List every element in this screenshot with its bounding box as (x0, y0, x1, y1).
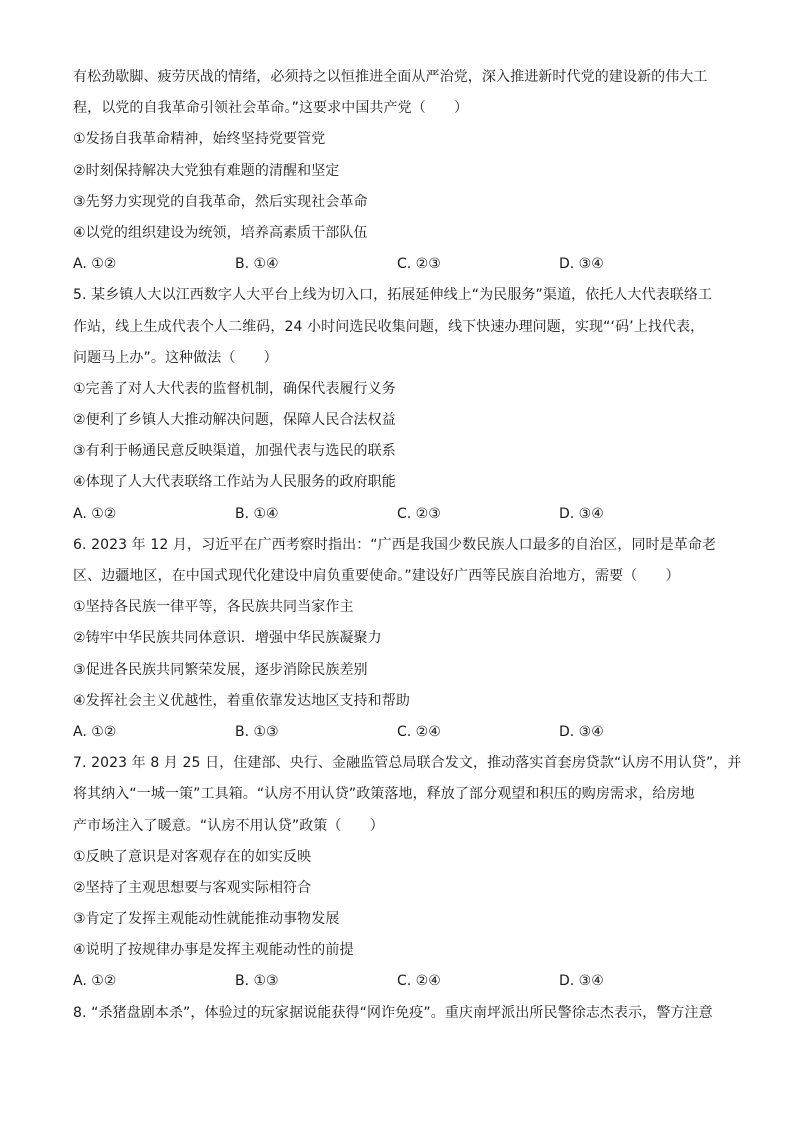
question-4 (73, 62, 733, 280)
question-5 (73, 280, 733, 530)
q5-item-4: ④体现了人大代表联络工作站为人民服务的政府职能 (73, 474, 396, 491)
q6-options (73, 717, 733, 748)
question-6 (73, 530, 733, 748)
q6-item-4: ④发挥社会主义优越性，着重依靠发达地区支持和帮助 (73, 692, 410, 709)
q5-item-3: ③有利于畅通民意反映渠道，加强代表与选民的联系 (73, 443, 396, 460)
exam-page (73, 62, 742, 1029)
q7-stem-line-1: 7. 2023 年 8 月 25 日，住建部、央行、金融监管总局联合发文，推动落实首套房贷款“认房不用认贷”，并 (73, 755, 742, 772)
q7-stem-line-2: 将其纳入“一城一策”工具箱。“认房不用认贷”政策落地，释放了部分观望和积压的购房需求，给房地 (73, 786, 695, 803)
q4-stem-line-1: 有松劲歇脚、疲劳厌战的情绪，必须持之以恒推进全面从严治党，深入推进新时代党的建设新的伟大工 (73, 69, 708, 85)
q5-options (73, 499, 733, 530)
q5-option-a: A. ①② (73, 505, 117, 522)
q6-stem-line-1: 6. 2023 年 12 月，习近平在广西考察时指出：“广西是我国少数民族人口最多的自治区，同时是革命老 (73, 536, 717, 553)
question-8 (73, 998, 733, 1029)
question-7 (73, 748, 742, 998)
q7-option-b: B. ①③ (235, 973, 279, 990)
q5-stem-line-2: 作站，线上生成代表个人二维码，24 小时问选民收集问题，线下快速办理问题，实现“‘码’上找代表， (73, 318, 705, 335)
q4-item-3: ③先努力实现党的自我革命，然后实现社会革命 (73, 193, 368, 210)
q4-item-1: ①发扬自我革命精神，始终坚持党要管党 (73, 131, 326, 148)
q4-item-4: ④以党的组织建设为统领，培养高素质干部队伍 (73, 224, 368, 241)
q6-item-2: ②铸牢中华民族共同体意识．增强中华民族凝聚力 (73, 630, 382, 647)
q5-option-d: D. ③④ (559, 505, 604, 522)
q5-option-b: B. ①④ (235, 505, 279, 522)
q4-item-2: ②时刻保持解决大党独有难题的清醒和坚定 (73, 162, 340, 179)
q6-option-b: B. ①③ (235, 723, 279, 740)
q6-option-d: D. ③④ (559, 723, 604, 740)
q5-item-2: ②便利了乡镇人大推动解决问题，保障人民合法权益 (73, 412, 396, 429)
q7-option-a: A. ①② (73, 973, 117, 990)
q4-option-c: C. ②③ (397, 256, 441, 273)
q8-stem-line-1: 8. “杀猪盘剧本杀”，体验过的玩家据说能获得“网诈免疫”。重庆南坪派出所民警徐志杰表示，警方注意 (73, 1004, 713, 1021)
q7-item-3: ③肯定了发挥主观能动性就能推动事物发展 (73, 911, 340, 928)
q4-option-b: B. ①④ (235, 256, 279, 273)
q4-option-d: D. ③④ (559, 256, 604, 273)
q5-option-c: C. ②③ (397, 505, 441, 522)
q7-option-d: D. ③④ (559, 973, 604, 990)
q7-item-1: ①反映了意识是对客观存在的如实反映 (73, 848, 312, 865)
q6-option-c: C. ②④ (397, 723, 441, 740)
q7-option-c: C. ②④ (397, 973, 441, 990)
q4-stem-line-2: 程，以党的自我革命引领社会革命。”这要求中国共产党（ ） (73, 100, 469, 117)
q6-option-a: A. ①② (73, 723, 117, 740)
q7-item-2: ②坚持了主观思想要与客观实际相符合 (73, 879, 312, 896)
q6-stem-line-2: 区、边疆地区，在中国式现代化建设中肩负重要使命。”建设好广西等民族自治地方，需要（ ） (73, 568, 680, 584)
q5-stem-line-3: 问题马上办”。这种做法（ ） (73, 349, 278, 366)
q7-options (73, 966, 733, 997)
q7-item-4: ④说明了按规律办事是发挥主观能动性的前提 (73, 942, 354, 959)
q5-stem-line-1: 5. 某乡镇人大以江西数字人大平台上线为切入口，拓展延伸线上“为民服务”渠道，依托人大代表联络工 (73, 287, 713, 304)
q6-item-1: ①坚持各民族一律平等，各民族共同当家作主 (73, 599, 354, 616)
q7-stem-line-3: 产市场注入了暖意。“认房不用认贷”政策（ ） (73, 817, 384, 834)
q4-option-a: A. ①② (73, 256, 117, 273)
q6-item-3: ③促进各民族共同繁荣发展，逐步消除民族差别 (73, 661, 368, 678)
q4-options (73, 249, 733, 280)
q5-item-1: ①完善了对人大代表的监督机制，确保代表履行义务 (73, 380, 396, 397)
